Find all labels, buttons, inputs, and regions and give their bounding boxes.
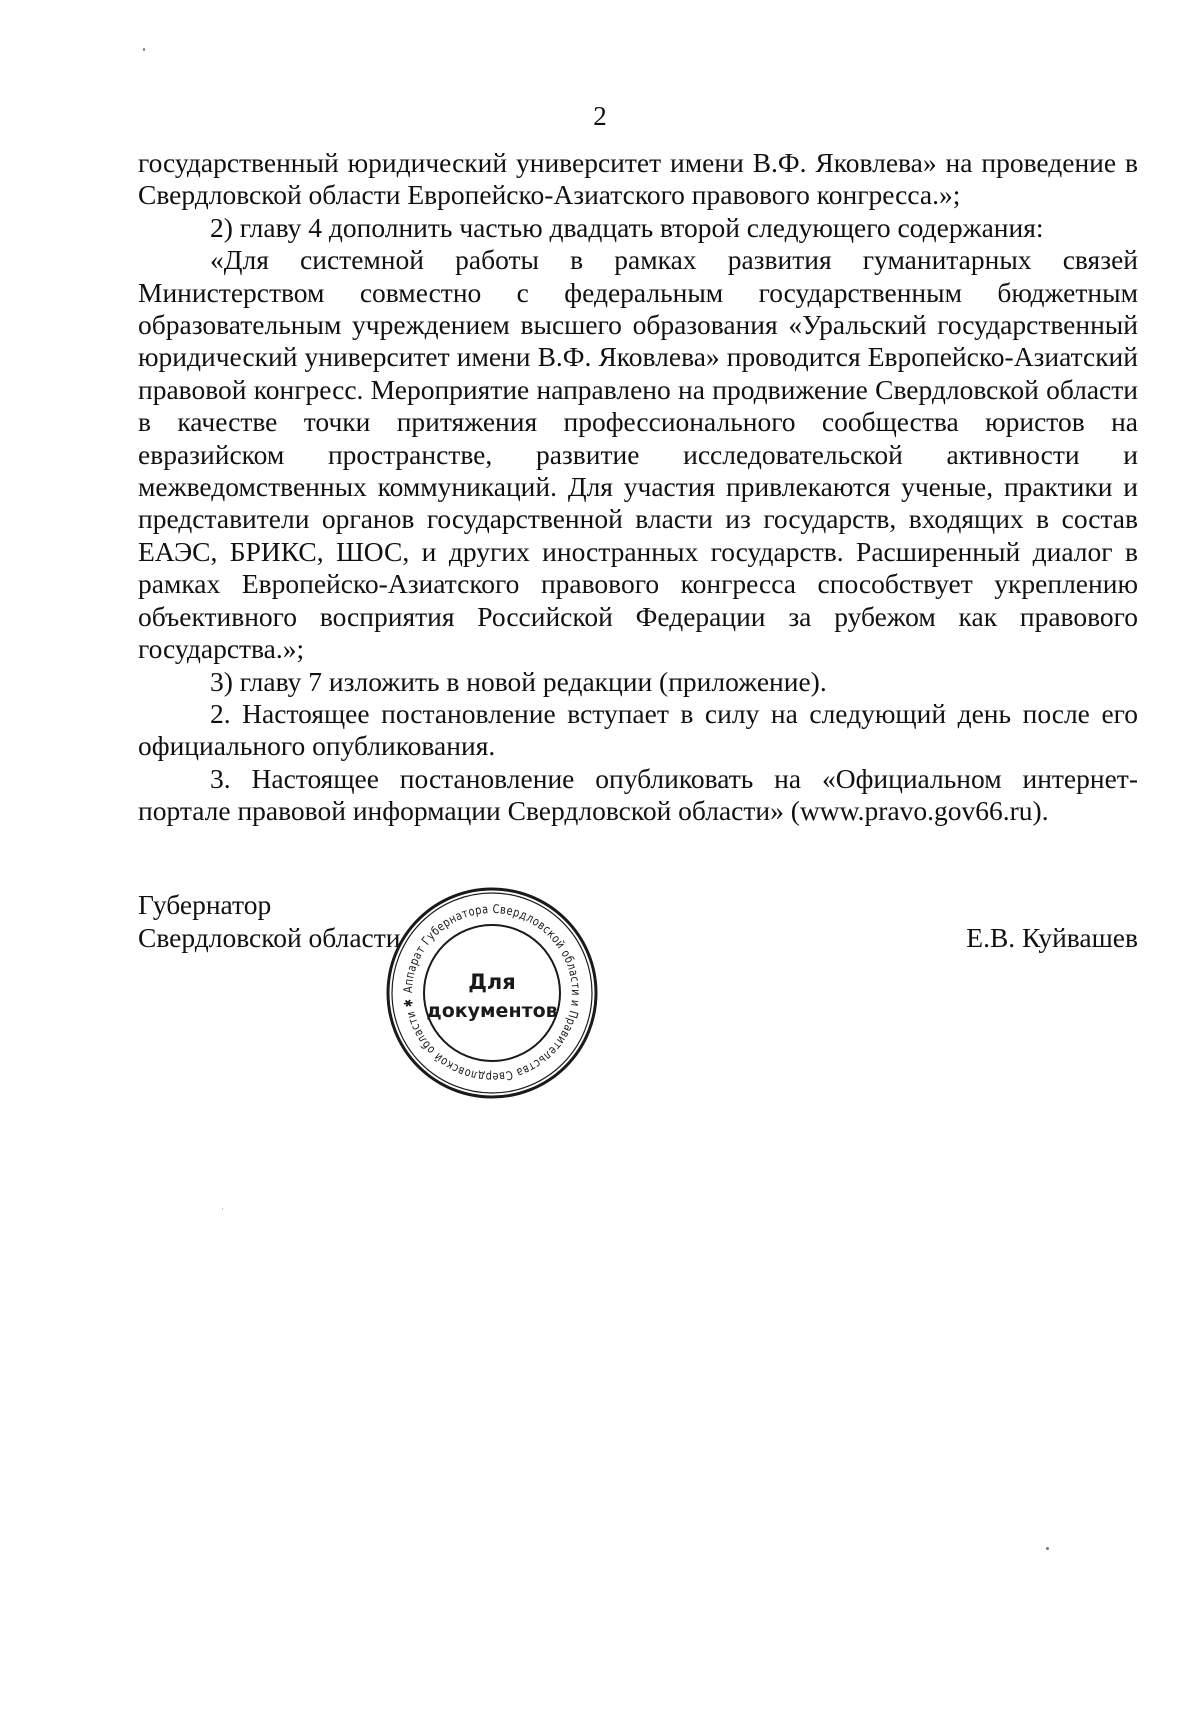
paragraph-1: государственный юридический университет имени В.Ф. Яковлева» на проведение в Свердловской области Европейско-Азиатского правового конгресса.»; [138, 147, 1138, 211]
paragraph-4: 3) главу 7 изложить в новой редакции (приложение). [210, 665, 827, 697]
paragraph-3: «Для системной работы в рамках развития гуманитарных связей Министерством совместно с федеральным государственным бюджетным образовательным учреждением высшего образования «Уральский государственный юридический университет имени В.Ф. Яковлева» проводится Европейско-Азиатский правовой конгресс. Мероприятие направлено на продвижение Свердловской области в качестве точки притяжения профессионального сообщества юристов на евразийском пространстве, развитие исследовательской активности и межведомственных коммуникаций. Для участия привлекаются ученые, практики и представители органов государственной власти из государств, входящих в состав ЕАЭС, БРИКС, ШОС, и других иностранных государств. Расширенный диалог в рамках Европейско-Азиатского правового конгресса способствует укреплению объективного восприятия Российской Федерации за рубежом как правового государства.»; [138, 244, 1138, 665]
stamp-center-line-1: Для [468, 970, 516, 994]
page-number: 2 [593, 101, 607, 131]
scan-speck [222, 1208, 223, 1210]
paragraph-2: 2) главу 4 дополнить частью двадцать второй следующего содержания: [210, 211, 1044, 243]
official-stamp [382, 883, 602, 1103]
stamp-ring-textpath: Аппарат Губернатора Свердловской области и Правительства Свердловской области ✱ [400, 901, 584, 1085]
stamp-center-line-2: документов [426, 1000, 558, 1022]
signatory-name: Е.В. Куйвашев [966, 922, 1138, 953]
scan-speck [143, 48, 145, 51]
paragraph-5: 2. Настоящее постановление вступает в силу на следующий день после его официального опубликования. [138, 697, 1138, 762]
signatory-title-line-1: Губернатор [138, 889, 272, 920]
scan-speck [1046, 1547, 1049, 1550]
signatory-title [138, 888, 401, 954]
paragraph-6: 3. Настоящее постановление опубликовать на «Официальном интернет-портале правовой информации Свердловской области» (www.pravo.gov66.ru). [138, 762, 1138, 827]
signatory-title-line-2: Свердловской области [138, 922, 401, 953]
document-body [138, 147, 1138, 828]
